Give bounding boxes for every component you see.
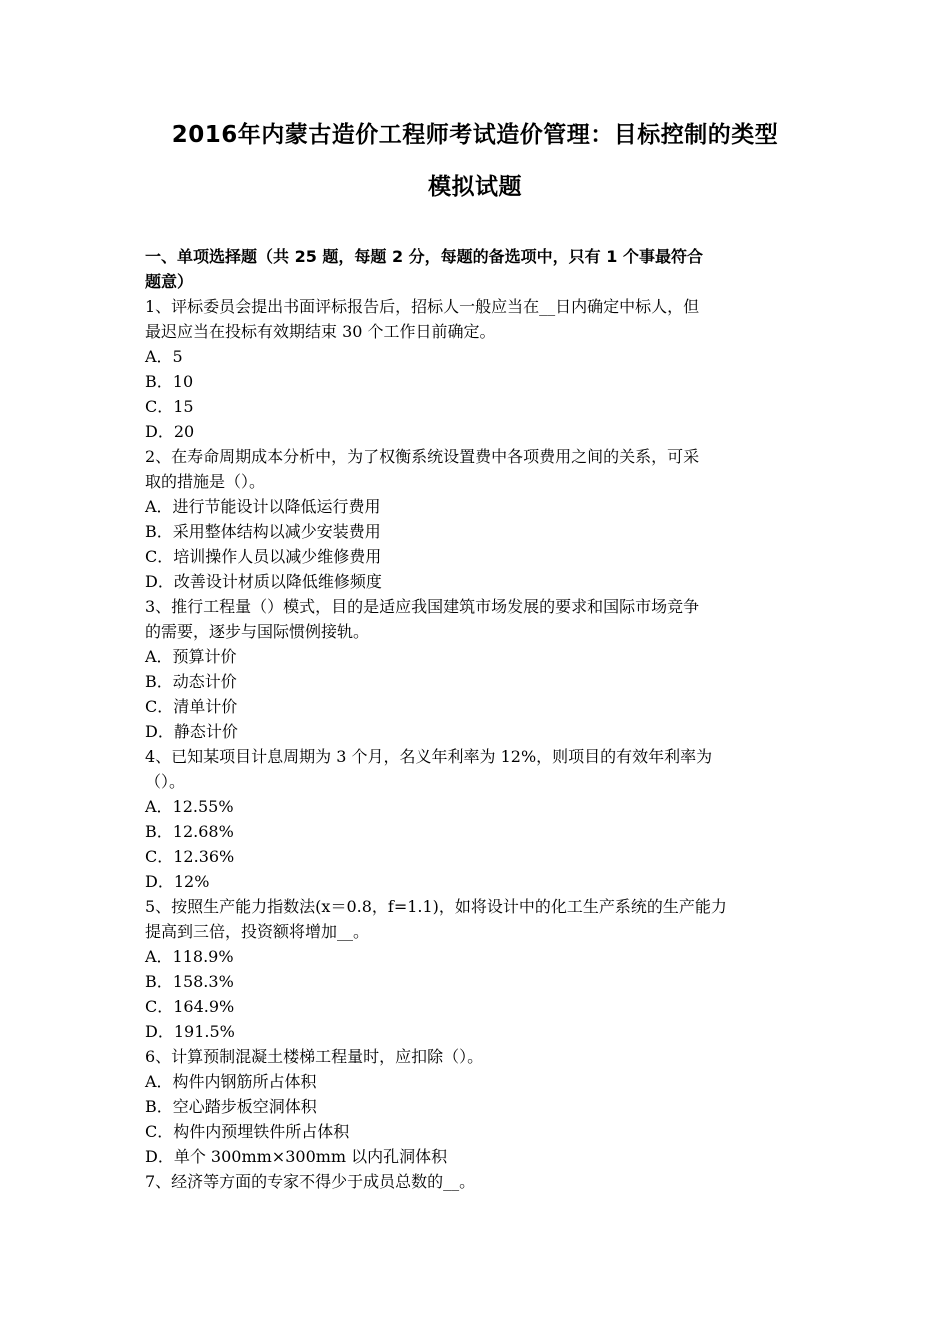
answer-option: A．构件内钢筋所占体积 [145,1072,317,1091]
answer-option: B．158.3% [145,972,234,991]
section-heading [145,244,810,294]
answer-option: D．单个 300mm×300mm 以内孔洞体积 [145,1147,448,1166]
answer-option: C．15 [145,397,194,416]
question-item [145,594,810,744]
question-text-line: 7、经济等方面的专家不得少于成员总数的__。 [145,1172,476,1191]
section-heading-line-1: 一、单项选择题（共 25 题，每题 2 分，每题的备选项中，只有 1 个事最符合 [145,247,703,266]
answer-option: B．12.68% [145,822,234,841]
question-list [145,294,810,1194]
question-text-line: 6、计算预制混凝土楼梯工程量时，应扣除（）。 [145,1047,484,1066]
answer-option: A．5 [145,347,183,366]
answer-option: B．采用整体结构以减少安装费用 [145,522,381,541]
question-text-line: 1、评标委员会提出书面评标报告后，招标人一般应当在__日内确定中标人，但 [145,297,700,316]
answer-option: D．静态计价 [145,722,238,741]
question-item [145,444,810,594]
answer-option: D．191.5% [145,1022,235,1041]
document-title-line-1: 2016年内蒙古造价工程师考试造价管理：目标控制的类型 [171,122,779,148]
document-title-line-2: 模拟试题 [428,174,522,200]
question-text-line: 最迟应当在投标有效期结束 30 个工作日前确定。 [145,322,496,341]
question-text-line: 的需要，逐步与国际惯例接轨。 [145,622,370,641]
question-text-line: （）。 [145,772,186,791]
section-heading-line-2: 题意） [145,272,194,291]
question-text-line: 提高到三倍，投资额将增加__。 [145,922,370,941]
question-text-line: 3、推行工程量（）模式，目的是适应我国建筑市场发展的要求和国际市场竞争 [145,597,700,616]
answer-option: D．12% [145,872,210,891]
answer-option: B．动态计价 [145,672,237,691]
answer-option: B．空心踏步板空洞体积 [145,1097,317,1116]
answer-option: A．预算计价 [145,647,237,666]
question-item [145,294,810,444]
answer-option: C．构件内预埋铁件所占体积 [145,1122,350,1141]
answer-option: C．12.36% [145,847,235,866]
answer-option: D．20 [145,422,195,441]
question-text-line: 2、在寿命周期成本分析中，为了权衡系统设置费中各项费用之间的关系，可采 [145,447,700,466]
question-text-line: 取的措施是（）。 [145,472,266,491]
answer-option: A．12.55% [145,797,234,816]
answer-option: C．164.9% [145,997,235,1016]
question-item [145,1044,810,1169]
question-item [145,1169,810,1194]
answer-option: B．10 [145,372,194,391]
question-content [145,244,810,1194]
answer-option: A．118.9% [145,947,234,966]
answer-option: A．进行节能设计以降低运行费用 [145,497,381,516]
answer-option: D．改善设计材质以降低维修频度 [145,572,382,591]
answer-option: C．培训操作人员以减少维修费用 [145,547,382,566]
question-text-line: 5、按照生产能力指数法(x＝0.8，f=1.1)，如将设计中的化工生产系统的生产能力 [145,897,727,916]
answer-option: C．清单计价 [145,697,238,716]
question-item [145,744,810,894]
question-item [145,894,810,1044]
question-text-line: 4、已知某项目计息周期为 3 个月，名义年利率为 12%，则项目的有效年利率为 [145,747,713,766]
